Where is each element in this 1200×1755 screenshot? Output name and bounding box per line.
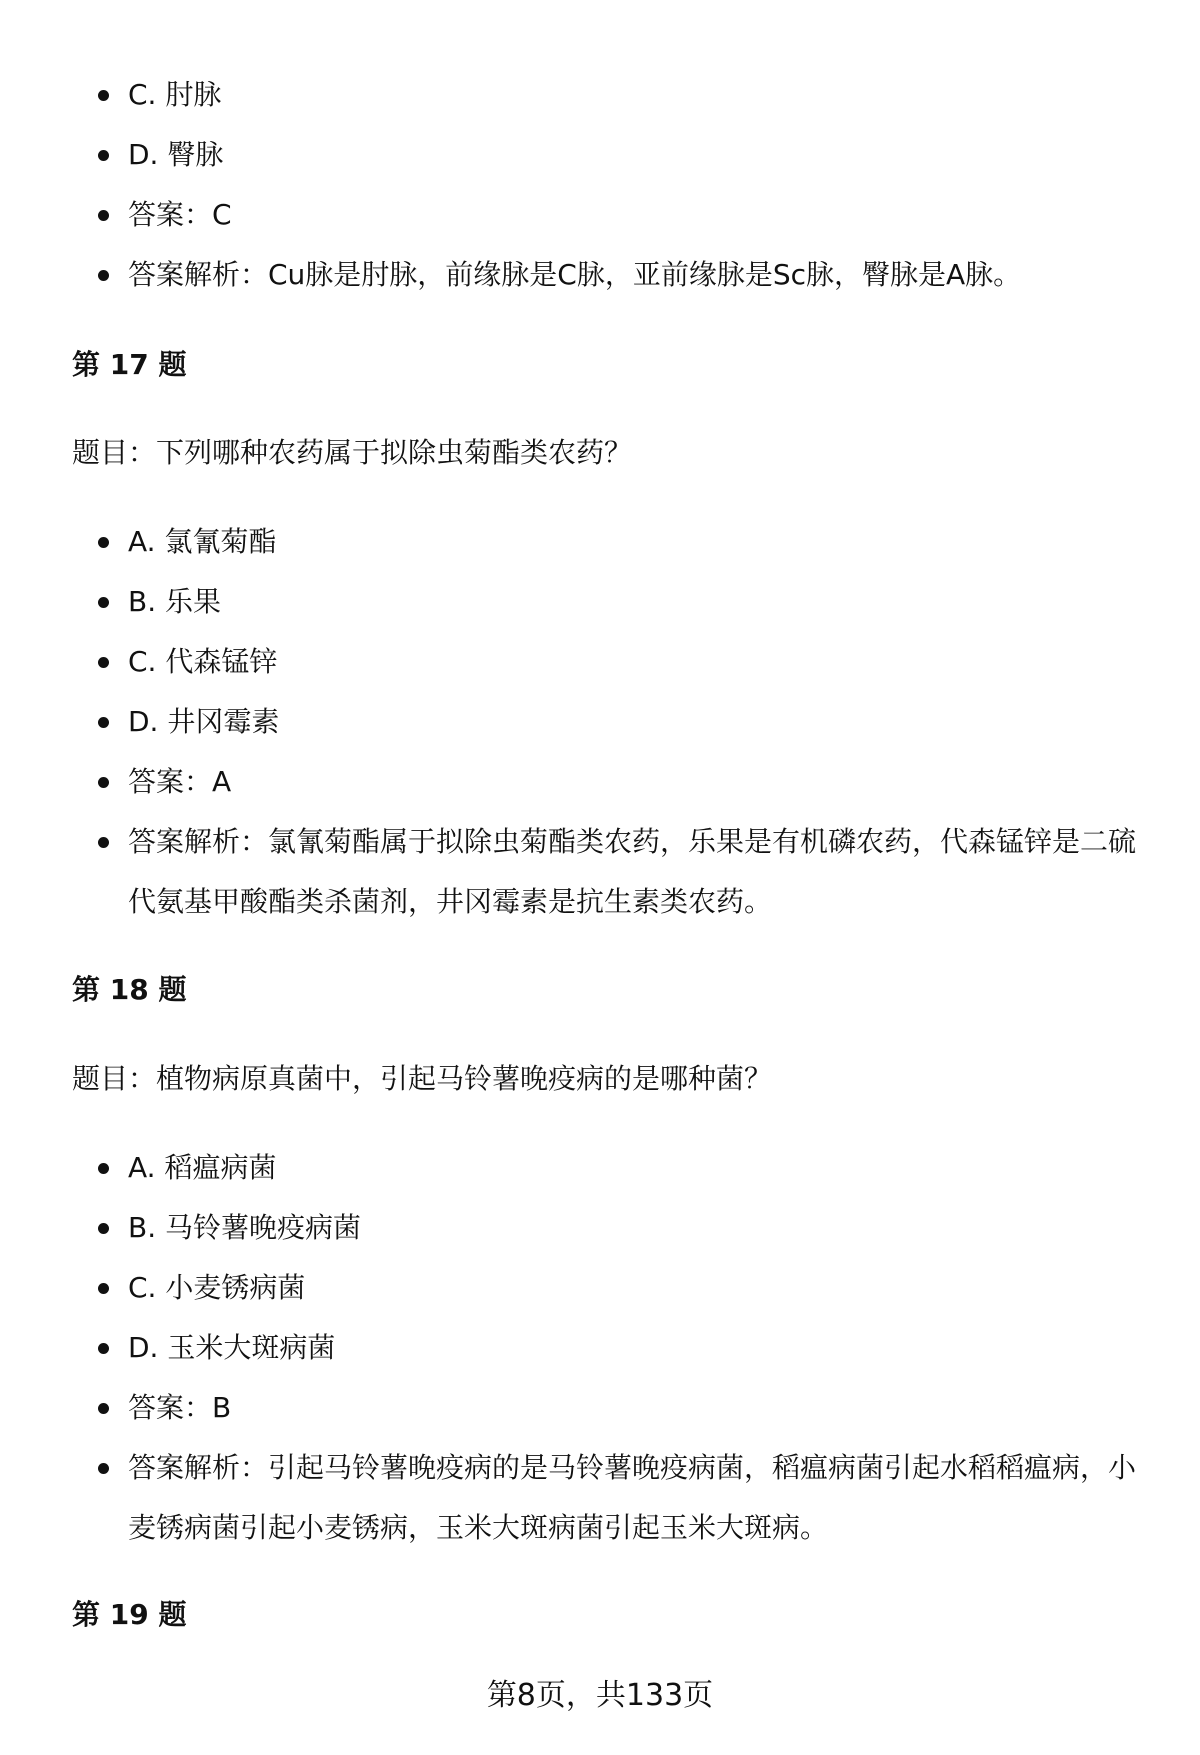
bullet (98, 210, 109, 221)
option-text: D. 玉米大斑病菌 (128, 1331, 336, 1364)
question-text-18: 题目：植物病原真菌中，引起马铃薯晚疫病的是哪种菌？ (72, 1062, 773, 1095)
q17-options-list (0, 512, 1200, 932)
explanation-text: 答案解析：Cu脉是肘脉，前缘脉是C脉，亚前缘脉是Sc脉，臀脉是A脉。 (128, 258, 1022, 291)
bullet (98, 837, 109, 848)
answer (0, 752, 1200, 812)
bullet (98, 777, 109, 788)
option-text: D. 井冈霉素 (128, 705, 280, 738)
page-number-footer: 第8页，共133页 (486, 1678, 714, 1713)
option-text: B. 乐果 (128, 585, 222, 618)
option-text: C. 代森锰锌 (128, 645, 278, 678)
answer (0, 185, 1200, 245)
answer-explanation (0, 812, 1200, 932)
question-heading-19: 第 19 题 (72, 1598, 187, 1631)
bullet (98, 537, 109, 548)
answer-explanation (0, 1438, 1200, 1558)
bullet (98, 1403, 109, 1414)
bullet (98, 270, 109, 281)
option-d (0, 125, 1200, 185)
q16-options-list (0, 65, 1200, 305)
bullet (98, 1463, 109, 1474)
option-c (0, 632, 1200, 692)
option-text: A. 稻瘟病菌 (128, 1151, 277, 1184)
option-c (0, 65, 1200, 125)
answer (0, 1378, 1200, 1438)
bullet (98, 90, 109, 101)
answer-text: 答案：B (128, 1391, 232, 1424)
option-d (0, 692, 1200, 752)
bullet (98, 1223, 109, 1234)
bullet (98, 1283, 109, 1294)
option-a (0, 512, 1200, 572)
bullet (98, 150, 109, 161)
question-text-17: 题目：下列哪种农药属于拟除虫菊酯类农药？ (72, 436, 633, 469)
option-text: D. 臀脉 (128, 138, 224, 171)
explanation-text: 答案解析：引起马铃薯晚疫病的是马铃薯晚疫病菌，稻瘟病菌引起水稻稻瘟病，小麦锈病菌引起小麦锈病，玉米大斑病菌引起玉米大斑病。 (128, 1451, 1137, 1544)
option-b (0, 1198, 1200, 1258)
bullet (98, 1163, 109, 1174)
answer-explanation (0, 245, 1200, 305)
option-c (0, 1258, 1200, 1318)
bullet (98, 597, 109, 608)
q18-options-list (0, 1138, 1200, 1558)
question-heading-17: 第 17 题 (72, 348, 187, 381)
option-text: B. 马铃薯晚疫病菌 (128, 1211, 362, 1244)
option-text: A. 氯氰菊酯 (128, 525, 277, 558)
option-text: C. 小麦锈病菌 (128, 1271, 306, 1304)
option-d (0, 1318, 1200, 1378)
question-heading-18: 第 18 题 (72, 973, 187, 1006)
explanation-text: 答案解析：氯氰菊酯属于拟除虫菊酯类农药，乐果是有机磷农药，代森锰锌是二硫代氨基甲酸酯类杀菌剂，井冈霉素是抗生素类农药。 (128, 825, 1137, 918)
answer-text: 答案：C (128, 198, 232, 231)
option-a (0, 1138, 1200, 1198)
option-b (0, 572, 1200, 632)
option-text: C. 肘脉 (128, 78, 222, 111)
answer-text: 答案：A (128, 765, 232, 798)
bullet (98, 657, 109, 668)
bullet (98, 1343, 109, 1354)
bullet (98, 717, 109, 728)
